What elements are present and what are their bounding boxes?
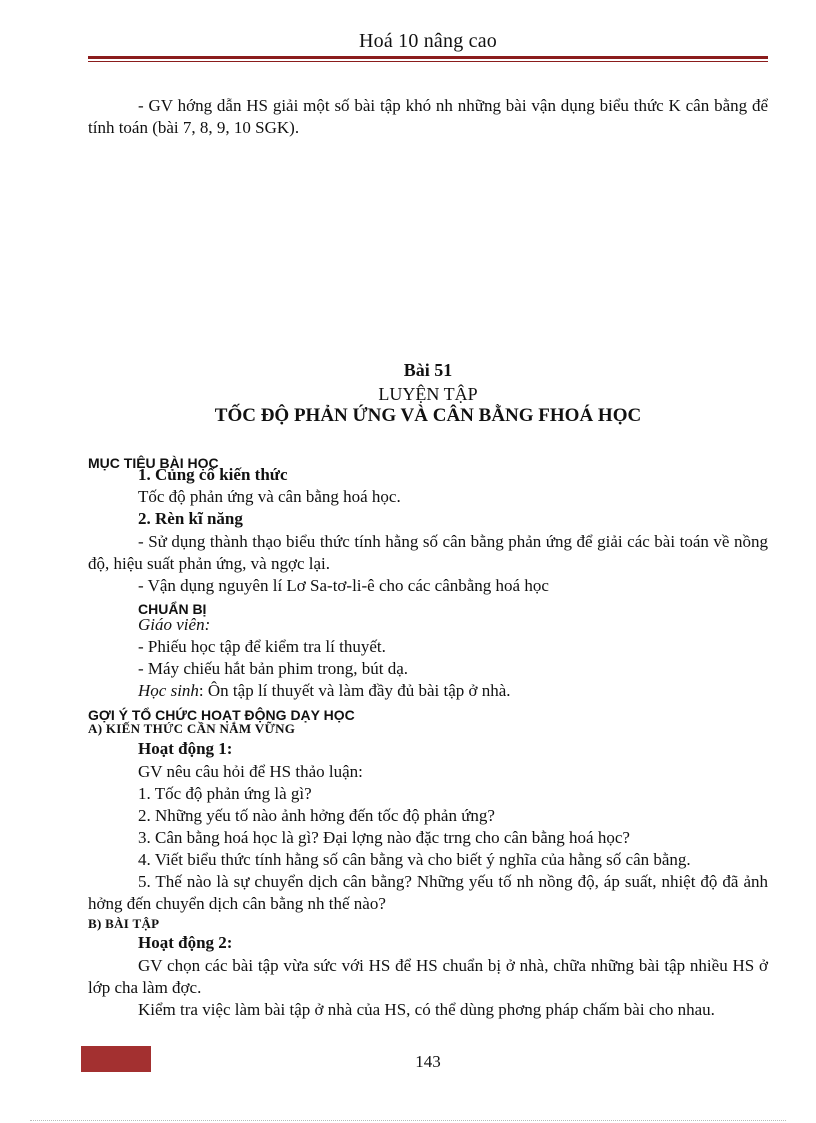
activity-1-title: Hoạt động 1:: [138, 739, 233, 758]
knowledge-heading: 1. Củng cố kiến thức: [138, 465, 288, 484]
preparation-heading: CHUẨN BỊ: [138, 601, 207, 617]
section-a-heading: A) KIẾN THỨC CẦN NẮM VỮNG: [88, 721, 296, 736]
teacher-item-2: - Máy chiếu hắt bản phim trong, bút dạ.: [138, 659, 409, 678]
section-b-heading: B) BÀI TẬP: [88, 916, 160, 931]
question-1: 1. Tốc độ phản ứng là gì?: [138, 784, 312, 803]
lesson-subtitle: LUYỆN TẬP: [378, 384, 478, 404]
page-bottom-rule: [30, 1120, 786, 1121]
teacher-item-1: - Phiếu học tập để kiểm tra lí thuyết.: [138, 637, 386, 656]
question-2: 2. Những yếu tố nào ảnh hởng đến tốc độ phản ứng?: [138, 806, 495, 825]
student-label: Học sinh: [138, 681, 199, 700]
activity-2-paragraph-2: Kiểm tra việc làm bài tập ở nhà của HS, có thể dùng phơng pháp chấm bài cho nhau.: [138, 1000, 715, 1019]
question-4: 4. Viết biểu thức tính hằng số cân bằng và cho biết ý nghĩa của hằng số cân bằng.: [138, 850, 691, 869]
teacher-label: Giáo viên:: [138, 615, 211, 634]
student-line: [138, 680, 511, 702]
question-3: 3. Cân bằng hoá học là gì? Đại lợng nào đặc trng cho cân bằng hoá học?: [138, 828, 630, 847]
knowledge-text: Tốc độ phản ứng và cân bằng hoá học.: [138, 487, 401, 506]
skills-item-2: - Vận dụng nguyên lí Lơ Sa-tơ-li-ê cho các cânbằng hoá học: [138, 576, 549, 595]
header-divider: [88, 56, 768, 59]
skills-heading: 2. Rèn kĩ năng: [138, 509, 243, 528]
page-number: 143: [415, 1052, 441, 1071]
activity-2-paragraph-1: GV chọn các bài tập vừa sức với HS để HS chuẩn bị ở nhà, chữa những bài tập nhiều HS ở lớp cha làm đợc.: [88, 956, 768, 997]
header-divider-thin: [88, 61, 768, 62]
activity-2-title: Hoạt động 2:: [138, 933, 233, 952]
intro-paragraph: - GV hớng dẫn HS giải một số bài tập khó nh những bài vận dụng biểu thức K cân bằng để tính toán (bài 7, 8, 9, 10 SGK).: [88, 96, 768, 137]
question-5: 5. Thế nào là sự chuyển dịch cân bằng? Những yếu tố nh nồng độ, áp suất, nhiệt độ đã ảnh hởng đến chuyển dịch cân bằng nh thế nào?: [88, 872, 768, 913]
objectives-heading: MỤC TIÊU BÀI HỌC: [88, 455, 219, 471]
lesson-title: TỐC ĐỘ PHẢN ỨNG VÀ CÂN BẰNG FHOÁ HỌC: [214, 405, 642, 426]
lesson-number: Bài 51: [403, 360, 453, 380]
page-header-title: Hoá 10 nâng cao: [359, 30, 497, 52]
student-text: : Ôn tập lí thuyết và làm đầy đủ bài tập ở nhà.: [198, 681, 511, 700]
skills-item-1: - Sử dụng thành thạo biểu thức tính hằng số cân bằng phản ứng để giải các bài toán về nồng độ, hiệu suất phản ứng, và ngợc lại.: [88, 532, 768, 573]
organization-heading: GỢI Ý TỔ CHỨC HOẠT ĐỘNG DẠY HỌC: [88, 707, 355, 723]
activity-1-intro: GV nêu câu hỏi để HS thảo luận:: [138, 762, 363, 781]
